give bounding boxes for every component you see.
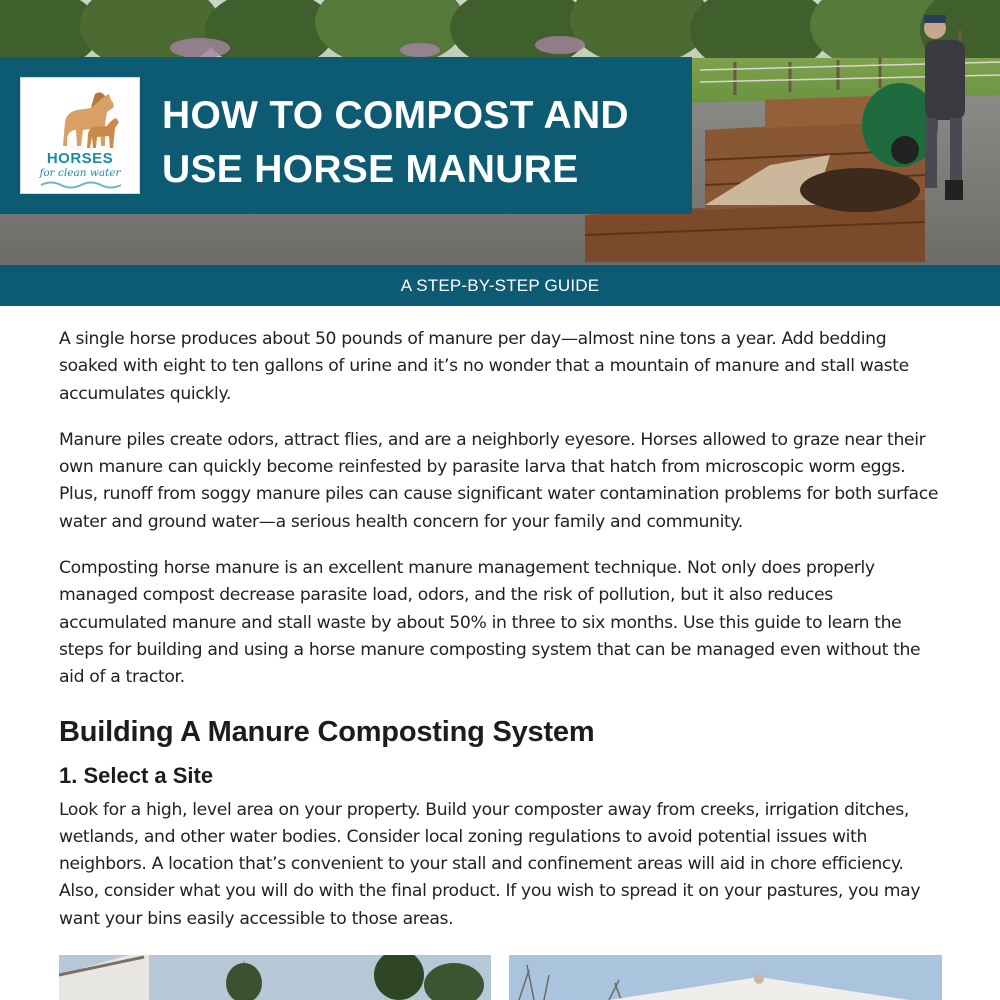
step-1-paragraph: Look for a high, level area on your property. Build your composter away from creeks, irrigation ditches, wetlands, and other water bodies. Consider local zoning regulations to avoid potential issues with neighbors. A location that’s convenient to your stall and confinement areas will aid in chore efficiency. Also, consider what you will do with the final product. If you wish to spread it on your pastures, you may want your bins easily accessible to those areas. — [59, 799, 921, 929]
logo-tagline: for clean water — [39, 167, 121, 179]
subtitle-banner: A STEP-BY-STEP GUIDE — [0, 265, 1000, 306]
hero-banner — [0, 0, 1000, 265]
article-body — [59, 326, 944, 952]
title-panel — [0, 57, 692, 214]
horses-for-clean-water-logo — [20, 77, 140, 194]
barn-and-trees-photo — [59, 955, 491, 1000]
intro-paragraph-1: A single horse produces about 50 pounds of manure per day—almost nine tons a year. Add bedding soaked with eight to ten gallons of urine and it’s no wonder that a mountain of manure and stall waste accumulates quickly. — [59, 329, 909, 404]
intro-paragraph-3: Composting horse manure is an excellent manure management technique. Not only does properly managed compost decrease parasite load, odors, and the risk of pollution, but it also reduces accumulated manure and stall waste by about 50% in three to six months. Use this guide to learn the steps for building and using a horse manure composting system that can be managed even without the aid of a tractor. — [59, 558, 921, 688]
title-line-1: HOW TO COMPOST AND — [162, 94, 629, 137]
page-title — [162, 89, 682, 197]
logo-wordmark: HORSES — [46, 150, 114, 167]
title-line-2: USE HORSE MANURE — [162, 148, 579, 191]
intro-paragraph-2: Manure piles create odors, attract flies, and are a neighborly eyesore. Horses allowed to graze near their own manure can quickly become reinfested by parasite larva that hatch from microscopic worm eggs. Plus, runoff from soggy manure piles can cause significant water contamination problems for both surface water and ground water—a serious health concern for your family and community. — [59, 429, 939, 532]
site-photo-right — [509, 955, 942, 1000]
section-heading: Building A Manure Composting System — [59, 715, 595, 748]
site-photo-left — [59, 955, 491, 1000]
step-1-heading: 1. Select a Site — [59, 762, 214, 788]
covered-bins-photo — [509, 955, 942, 1000]
